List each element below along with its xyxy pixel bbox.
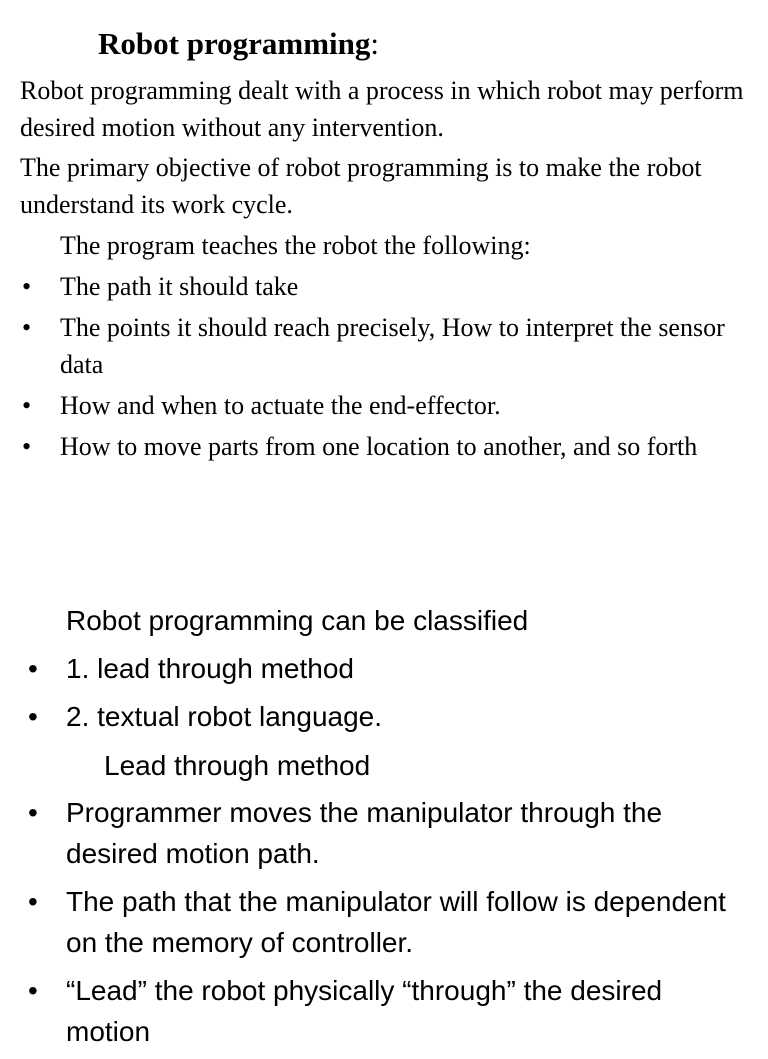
bullet-icon: • bbox=[22, 391, 32, 420]
list-item-text: How and when to actuate the end-effector. bbox=[60, 391, 501, 420]
list-item-text: The path that the manipulator will follow is dependent on the memory of controller. bbox=[66, 886, 726, 958]
bullet-icon: • bbox=[28, 701, 38, 732]
bullet-icon: • bbox=[22, 313, 32, 342]
classification-heading: Robot programming can be classified bbox=[66, 605, 529, 636]
list-item-text: The points it should reach precisely, How to interpret the sensor data bbox=[60, 313, 725, 379]
list-item-text: Programmer moves the manipulator through the desired motion path. bbox=[66, 797, 663, 869]
list-item bbox=[22, 428, 747, 465]
list-item-text: 1. lead through method bbox=[66, 653, 354, 684]
list-item-text: How to move parts from one location to another, and so forth bbox=[60, 432, 698, 461]
list-item bbox=[28, 648, 748, 689]
bullet-icon: • bbox=[22, 272, 32, 301]
list-item bbox=[28, 696, 748, 737]
list-item-text: The path it should take bbox=[60, 272, 299, 301]
list-item bbox=[28, 792, 748, 874]
bullet-icon: • bbox=[28, 653, 38, 684]
page-title bbox=[98, 22, 379, 66]
list-item bbox=[28, 970, 748, 1052]
list-item bbox=[22, 309, 747, 383]
list-item-text: 2. textual robot language. bbox=[66, 701, 383, 732]
lead-through-list bbox=[28, 792, 748, 1059]
list-item bbox=[22, 387, 747, 424]
teaches-list bbox=[22, 268, 747, 469]
intro-paragraph-1: Robot programming dealt with a process in which robot may perform desired motion without any intervention. bbox=[20, 76, 744, 142]
intro-paragraph-2: The primary objective of robot programming is to make the robot understand its work cycle. bbox=[20, 153, 702, 219]
teaches-lead-in: The program teaches the robot the following: bbox=[60, 231, 531, 260]
classification-list bbox=[28, 648, 748, 744]
bullet-icon: • bbox=[28, 886, 38, 917]
lead-through-heading: Lead through method bbox=[104, 750, 371, 781]
list-item bbox=[28, 881, 748, 963]
page-title-colon: : bbox=[370, 26, 380, 61]
page-title-text: Robot programming bbox=[98, 26, 371, 61]
bullet-icon: • bbox=[28, 797, 38, 828]
list-item bbox=[22, 268, 747, 305]
bullet-icon: • bbox=[22, 432, 32, 461]
list-item-text: “Lead” the robot physically “through” the desired motion bbox=[66, 975, 663, 1047]
bullet-icon: • bbox=[28, 975, 38, 1006]
